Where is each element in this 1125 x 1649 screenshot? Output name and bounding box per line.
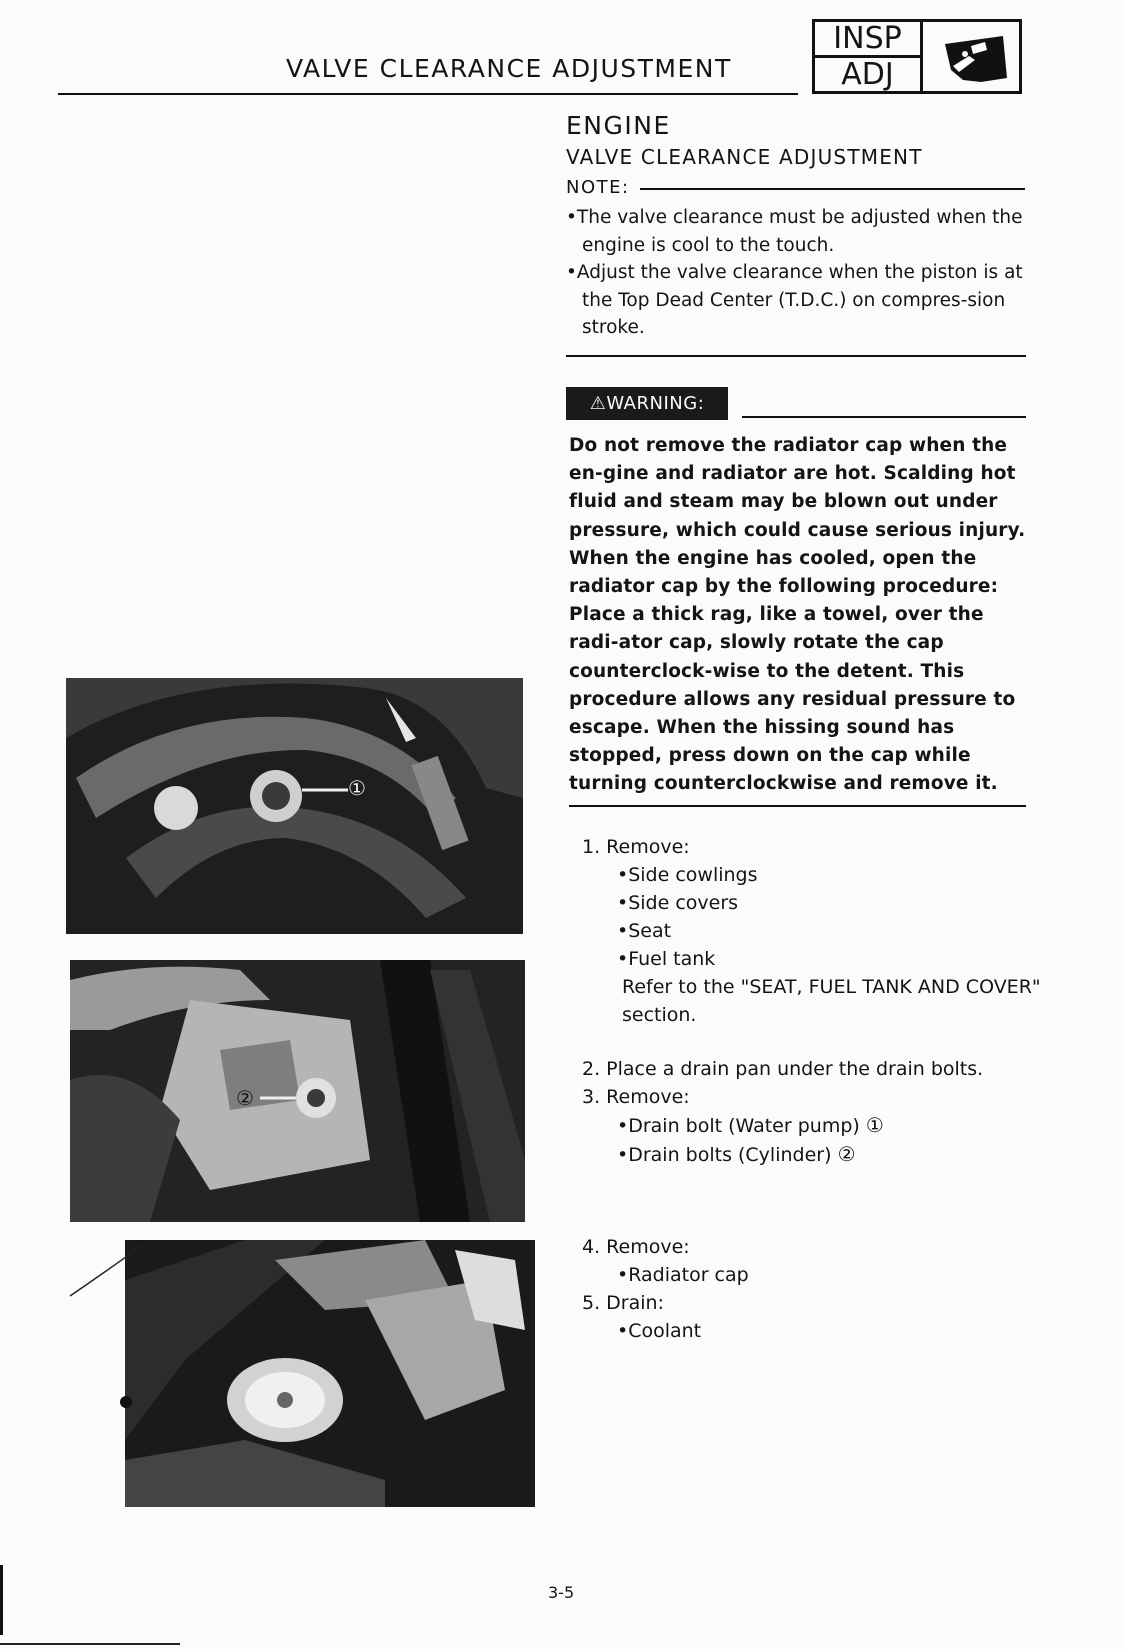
stray-dot bbox=[120, 1396, 132, 1408]
badge-insp: INSP bbox=[815, 22, 920, 58]
step-3-item-text: •Drain bolts (Cylinder) bbox=[617, 1144, 832, 1166]
photo-radiator-cap bbox=[125, 1240, 535, 1507]
step-1-item: •Side covers bbox=[617, 892, 739, 914]
warning-label: ⚠WARNING: bbox=[566, 387, 728, 420]
note-label: NOTE: bbox=[566, 177, 630, 198]
note-body bbox=[566, 204, 1036, 342]
scan-edge-mark bbox=[0, 1565, 3, 1635]
photo2-callout: ② bbox=[236, 1086, 254, 1110]
step-1-item: •Seat bbox=[617, 920, 672, 942]
step-4-item: •Radiator cap bbox=[617, 1264, 749, 1286]
warning-body bbox=[569, 432, 1029, 799]
step-1-item: •Fuel tank bbox=[617, 948, 716, 970]
step-3: 3. Remove: bbox=[582, 1086, 690, 1108]
photo-cylinder-drain-bolts bbox=[70, 960, 525, 1222]
badge-text-block bbox=[815, 22, 923, 91]
step-4: 4. Remove: bbox=[582, 1236, 690, 1258]
photo1-callout: ① bbox=[348, 776, 366, 800]
step-1-item: •Side cowlings bbox=[617, 864, 758, 886]
wrench-icon bbox=[923, 22, 1019, 91]
step-3-item-text: •Drain bolt (Water pump) bbox=[617, 1115, 860, 1137]
step-3-item bbox=[582, 1140, 1042, 1169]
warning-rule bbox=[742, 416, 1026, 418]
step-3-item bbox=[582, 1111, 1042, 1140]
note-end-rule bbox=[566, 355, 1026, 357]
header-rule bbox=[58, 93, 798, 95]
callout-1-ref: ① bbox=[865, 1113, 884, 1137]
note-rule bbox=[640, 188, 1025, 190]
stray-pen-mark bbox=[68, 1240, 148, 1304]
warning-paragraph: Do not remove the radiator cap when the en-gine and radiator are hot. Scalding hot fluid and steam may be blown out under pressure, which could cause serious injury. When the engine has cooled, open the radiator cap by the following procedure: bbox=[569, 435, 1026, 598]
scan-bottom-mark bbox=[0, 1643, 180, 1645]
photo-water-pump-drain-bolt bbox=[66, 678, 523, 934]
section-heading: ENGINE bbox=[566, 111, 671, 140]
step-5-item: •Coolant bbox=[617, 1320, 702, 1342]
step-1-reference: Refer to the "SEAT, FUEL TANK AND COVER" section. bbox=[622, 976, 1041, 1026]
section-subheading: VALVE CLEARANCE ADJUSTMENT bbox=[566, 145, 923, 169]
note-item: •The valve clearance must be adjusted when the engine is cool to the touch. bbox=[566, 207, 1023, 256]
note-item: •Adjust the valve clearance when the piston is at the Top Dead Center (T.D.C.) on compres-sion stroke. bbox=[566, 262, 1023, 338]
step-1: 1. Remove: bbox=[582, 836, 690, 858]
page-header-title: VALVE CLEARANCE ADJUSTMENT bbox=[286, 54, 732, 83]
step-2: 2. Place a drain pan under the drain bolts. bbox=[582, 1058, 984, 1080]
step-5: 5. Drain: bbox=[582, 1292, 664, 1314]
section-badge bbox=[812, 19, 1022, 94]
page-number: 3-5 bbox=[548, 1583, 575, 1602]
badge-adj: ADJ bbox=[841, 57, 894, 92]
warning-paragraph: Place a thick rag, like a towel, over the radi-ator cap, slowly rotate the cap counterclock-wise to the detent. This procedure allows any residual pressure to escape. When the hissing sound has stopped, press down on the cap while turning counterclockwise and remove it. bbox=[569, 604, 1016, 795]
procedure-steps bbox=[582, 833, 1042, 1345]
warning-end-rule bbox=[569, 805, 1026, 807]
callout-2-ref: ② bbox=[837, 1142, 856, 1166]
